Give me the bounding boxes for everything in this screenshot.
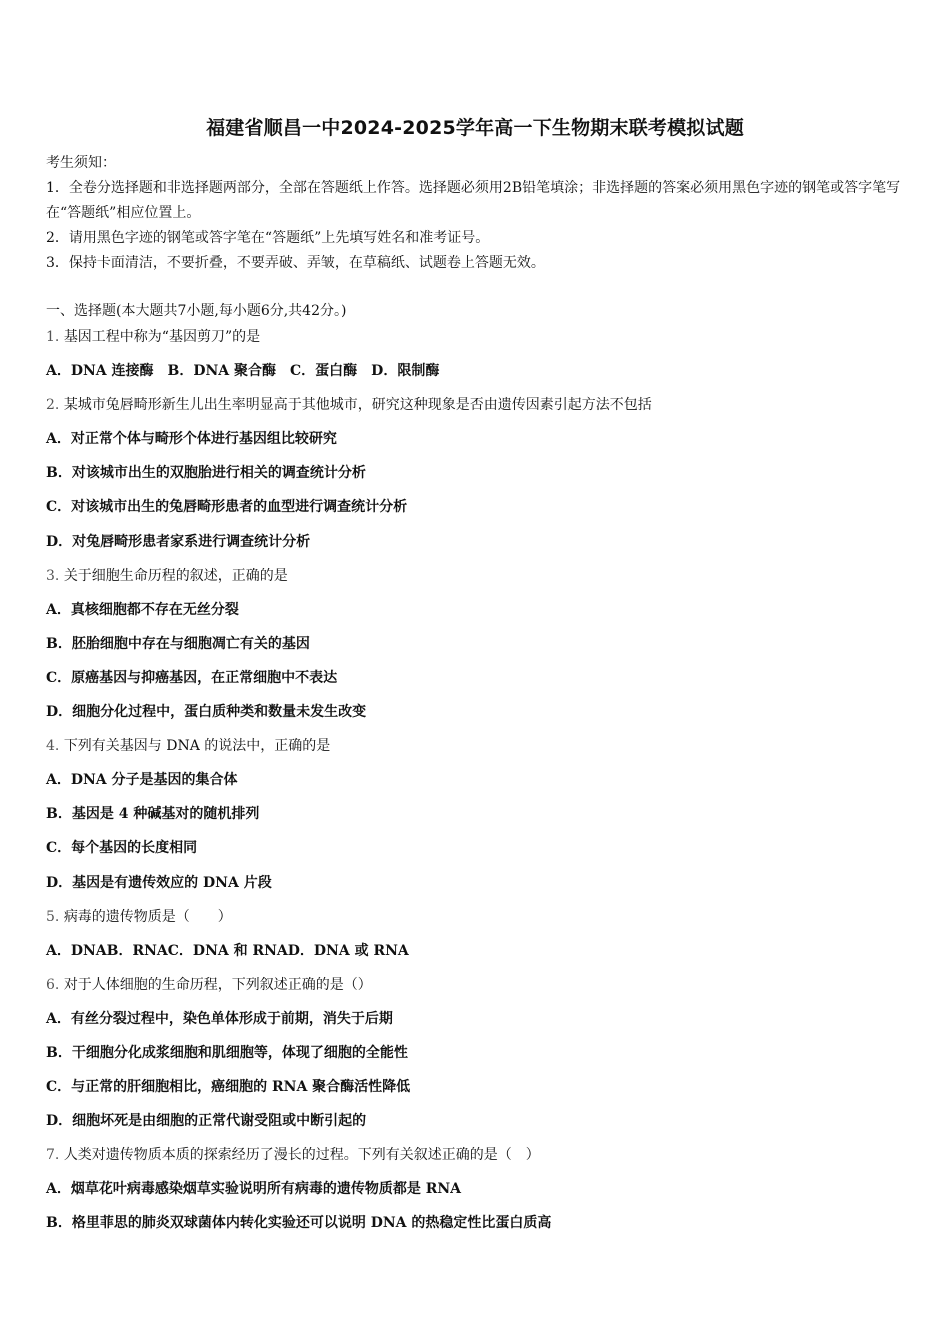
notice-item: 2．请用黑色字迹的钢笔或答字笔在“答题纸”上先填写姓名和准考证号。 [46, 230, 490, 246]
answer-option: B．对该城市出生的双胞胎进行相关的调查统计分析 [46, 465, 366, 482]
question-text: 人类对遗传物质本质的探索经历了漫长的过程。下列有关叙述正确的是（ ） [63, 1147, 540, 1164]
answer-option: A．DNA 分子是基因的集合体 [46, 772, 238, 789]
answer-option: C．与正常的肝细胞相比，癌细胞的 RNA 聚合酶活性降低 [46, 1079, 411, 1096]
question-number: 2. [46, 397, 60, 414]
question-text: 病毒的遗传物质是（ ） [63, 908, 232, 925]
question-options-inline: A．DNA 连接酶 B．DNA 聚合酶 C．蛋白酶 D．限制酶 [46, 363, 440, 380]
answer-option: B．基因是 4 种碱基对的随机排列 [46, 806, 260, 823]
question-text: 关于细胞生命历程的叙述，正确的是 [63, 567, 288, 584]
question-text: 下列有关基因与 DNA 的说法中，正确的是 [63, 738, 331, 755]
answer-option: A．真核细胞都不存在无丝分裂 [46, 601, 239, 618]
question-text: 对于人体细胞的生命历程，下列叙述正确的是（） [63, 976, 372, 993]
question-number: 4. [46, 738, 60, 755]
answer-option: C．每个基因的长度相同 [46, 840, 198, 857]
question-stem [46, 903, 926, 937]
answer-option: A．有丝分裂过程中，染色单体形成于前期，消失于后期 [46, 1010, 393, 1027]
question-stem [46, 1141, 926, 1175]
notice-block [46, 151, 906, 276]
question-text: 基因工程中称为“基因剪刀”的是 [63, 329, 261, 345]
question-number: 1. [46, 329, 60, 345]
question-number: 3. [46, 567, 60, 584]
answer-option: D．细胞分化过程中，蛋白质种类和数量未发生改变 [46, 704, 367, 721]
answer-option: D．细胞坏死是由细胞的正常代谢受阻或中断引起的 [46, 1113, 367, 1130]
question-stem [46, 732, 926, 766]
answer-option: C．对该城市出生的兔唇畸形患者的血型进行调查统计分析 [46, 499, 408, 516]
answer-option: D．基因是有遗传效应的 DNA 片段 [46, 874, 272, 891]
question-number: 7. [46, 1147, 60, 1164]
answer-option: A．对正常个体与畸形个体进行基因组比较研究 [46, 431, 337, 448]
question-number: 6. [46, 976, 60, 993]
question-text: 某城市兔唇畸形新生儿出生率明显高于其他城市，研究这种现象是否由遗传因素引起方法不包括 [63, 397, 652, 414]
question-number: 5. [46, 908, 60, 925]
answer-option: D．对兔唇畸形患者家系进行调查统计分析 [46, 533, 311, 550]
notice-item: 3．保持卡面清洁，不要折叠，不要弄破、弄皱，在草稿纸、试题卷上答题无效。 [46, 255, 545, 271]
answer-option: C．原癌基因与抑癌基因，在正常细胞中不表达 [46, 669, 338, 686]
answer-option: B．格里菲思的肺炎双球菌体内转化实验还可以说明 DNA 的热稳定性比蛋白质高 [46, 1215, 552, 1232]
question-stem [46, 971, 926, 1005]
answer-option: B．干细胞分化成浆细胞和肌细胞等，体现了细胞的全能性 [46, 1044, 408, 1061]
question-stem [46, 562, 926, 596]
page-title: 福建省顺昌一中2024-2025学年高一下生物期末联考模拟试题 [206, 117, 744, 139]
question-list [46, 323, 926, 1244]
question-stem [46, 323, 926, 357]
notice-item: 1．全卷分选择题和非选择题两部分，全部在答题纸上作答。选择题必须用2B铅笔填涂；非选择题的答案必须用黑色字迹的钢笔或答字笔写在“答题纸”相应位置上。 [46, 180, 901, 221]
answer-option: A．烟草花叶病毒感染烟草实验说明所有病毒的遗传物质都是 RNA [46, 1181, 462, 1198]
answer-option: B．胚胎细胞中存在与细胞凋亡有关的基因 [46, 635, 310, 652]
question-options-inline: A．DNAB．RNAC．DNA 和 RNAD．DNA 或 RNA [46, 942, 409, 959]
question-stem [46, 391, 926, 425]
notice-heading: 考生须知： [46, 155, 116, 171]
section-header: 一、选择题(本大题共7小题,每小题6分,共42分。) [46, 303, 347, 319]
